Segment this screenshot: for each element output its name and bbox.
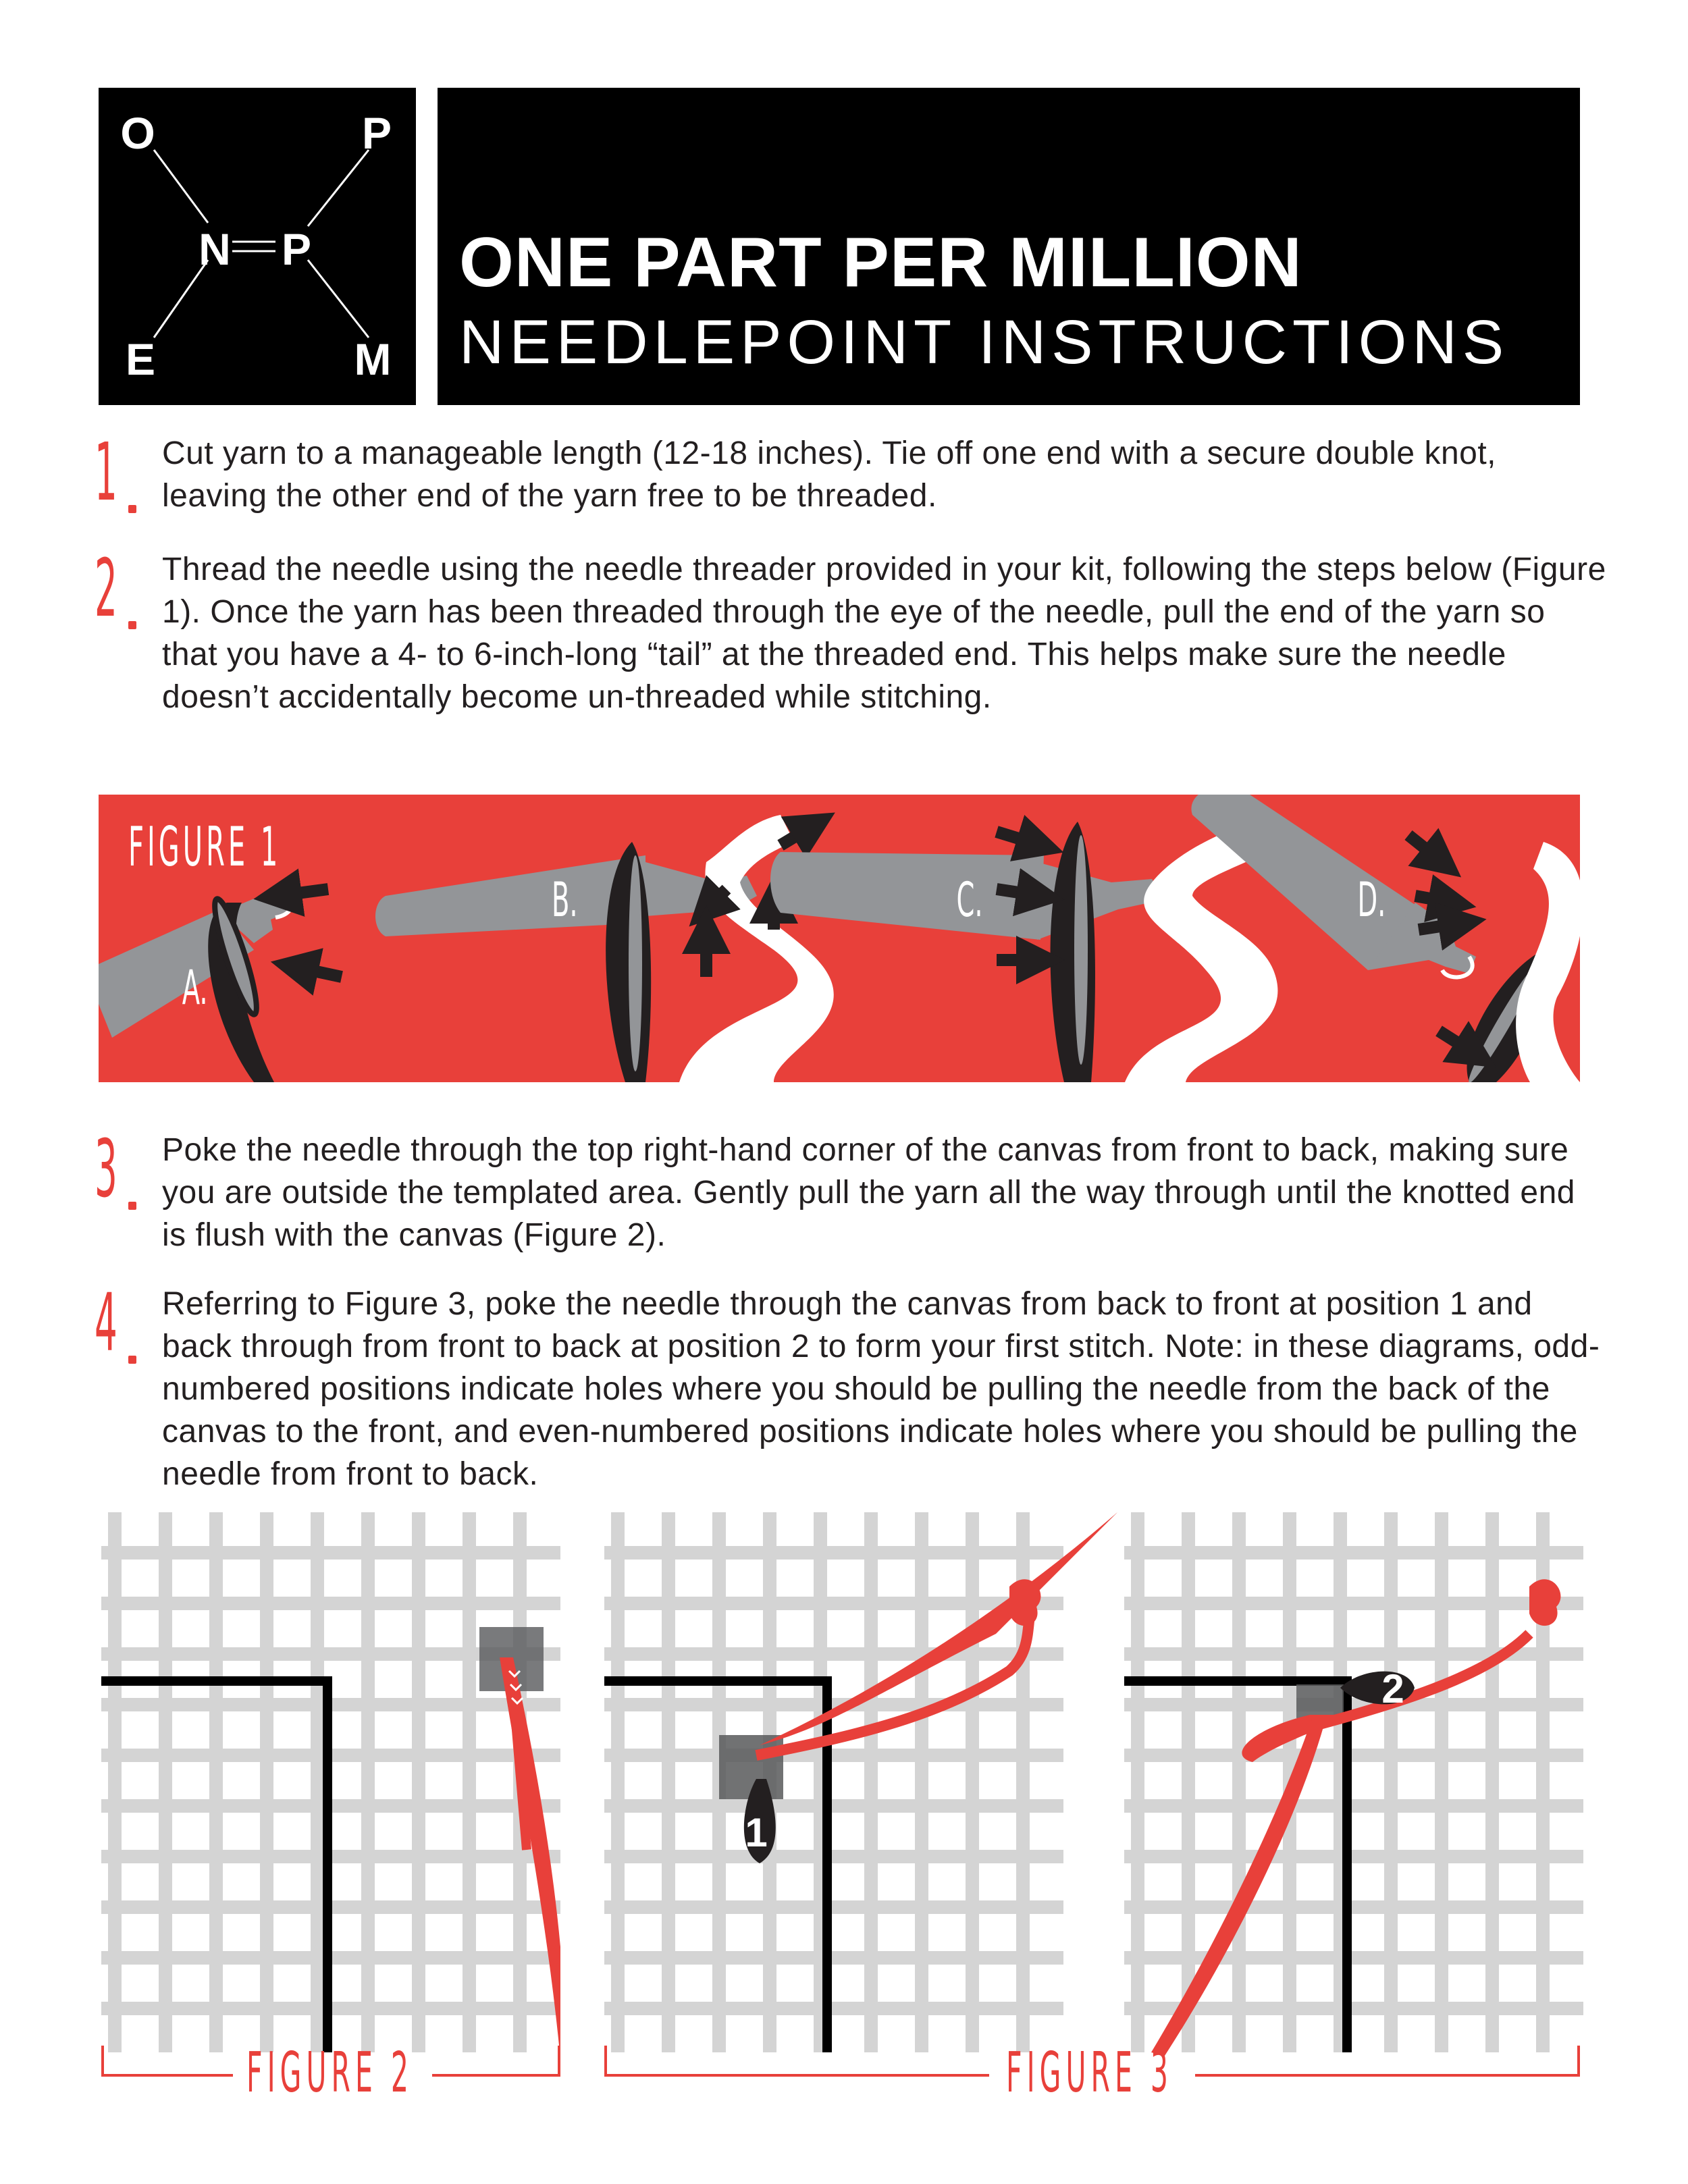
figure-2-bracket-line-right [432,2074,560,2077]
step-text: Cut yarn to a manageable length (12-18 inches). Tie off one end with a secure double knot, leaving the other end of the yarn free to be threaded. [162,435,1497,514]
figure-2-bracket-right [558,2046,560,2075]
logo-letter-e: E [125,334,156,384]
logo-letter-n: N [199,224,231,274]
panel-label-b: B. [552,873,578,928]
figure-2-caption: FIGURE 2 [246,2041,413,2105]
yarn-knot [1529,1579,1560,1626]
molecule-logo-icon [99,88,416,405]
logo-letter-p-top: P [361,108,392,158]
step-dot [128,1202,136,1210]
page-subtitle: NEEDLEPOINT INSTRUCTIONS [459,308,1510,377]
step-dot [128,1356,136,1364]
logo-letter-p-center: P [281,224,312,274]
step-text: Poke the needle through the top right-hand corner of the canvas from front to back, making sure you are outside the templated area. Gently pull the yarn all the way through until the knotted end is flush with the canvas (Figure 2). [162,1132,1575,1253]
figure-3 [604,1512,1583,2059]
logo-letter-o: O [120,108,155,158]
figure-3-bracket-left [604,2046,607,2075]
position-1-label: 1 [745,1810,768,1855]
step-text: Thread the needle using the needle threader provided in your kit, following the steps below (Figure 1). Once the yarn has been threaded through the eye of the needle, pull the end of the yarn so that you have a 4- to 6-inch-long “tail” at the threaded end. This helps make sure the needle doesn’t accidentally become un-threaded while stitching. [162,552,1606,715]
panel-d-illustration [1191,795,1580,1082]
panel-a-illustration [99,889,342,1082]
figure-1 [99,795,1580,1082]
logo [99,88,416,405]
step-dot [128,621,136,629]
figure-2 [101,1512,560,2059]
panel-label-a: A. [182,961,208,1016]
page-title: ONE PART PER MILLION [459,223,1302,302]
yarn-knot [1009,1579,1040,1626]
figure-2-bracket-line-left [101,2074,233,2077]
logo-letter-m: M [354,334,392,384]
figure-3-bracket-right [1577,2046,1580,2075]
panel-label-d: D. [1357,873,1386,928]
figure-2-bracket-left [101,2046,104,2075]
step-number: 2 [95,541,117,635]
step-text: Referring to Figure 3, poke the needle through the canvas from back to front at position 1 and back through from front to back at position 2 to form your first stitch. Note: in these diagrams, odd-numbered positions indicate holes where you should be pulling the needle from the back of the canvas to the front, and even-numbered positions indicate holes where you should be pulling the needle from front to back. [162,1286,1600,1492]
panel-label-c: C. [956,873,983,928]
panel-b-illustration [375,815,834,1082]
figure-3-bracket-line-left [604,2074,989,2077]
figure-3-caption: FIGURE 3 [1006,2041,1173,2105]
position-2-label: 2 [1381,1666,1404,1711]
figure-1-caption: FIGURE 1 [128,816,282,878]
figure-3-canvas-grids [604,1512,1583,2059]
step-number: 4 [95,1276,117,1369]
step-dot [128,505,136,513]
step-number: 3 [95,1122,117,1215]
figure-2-canvas-grid [101,1512,560,2059]
figure-3-bracket-line-right [1195,2074,1580,2077]
step-number: 1 [95,425,117,518]
figure-1-illustration [99,795,1580,1082]
panel-c-illustration [770,822,1277,1082]
